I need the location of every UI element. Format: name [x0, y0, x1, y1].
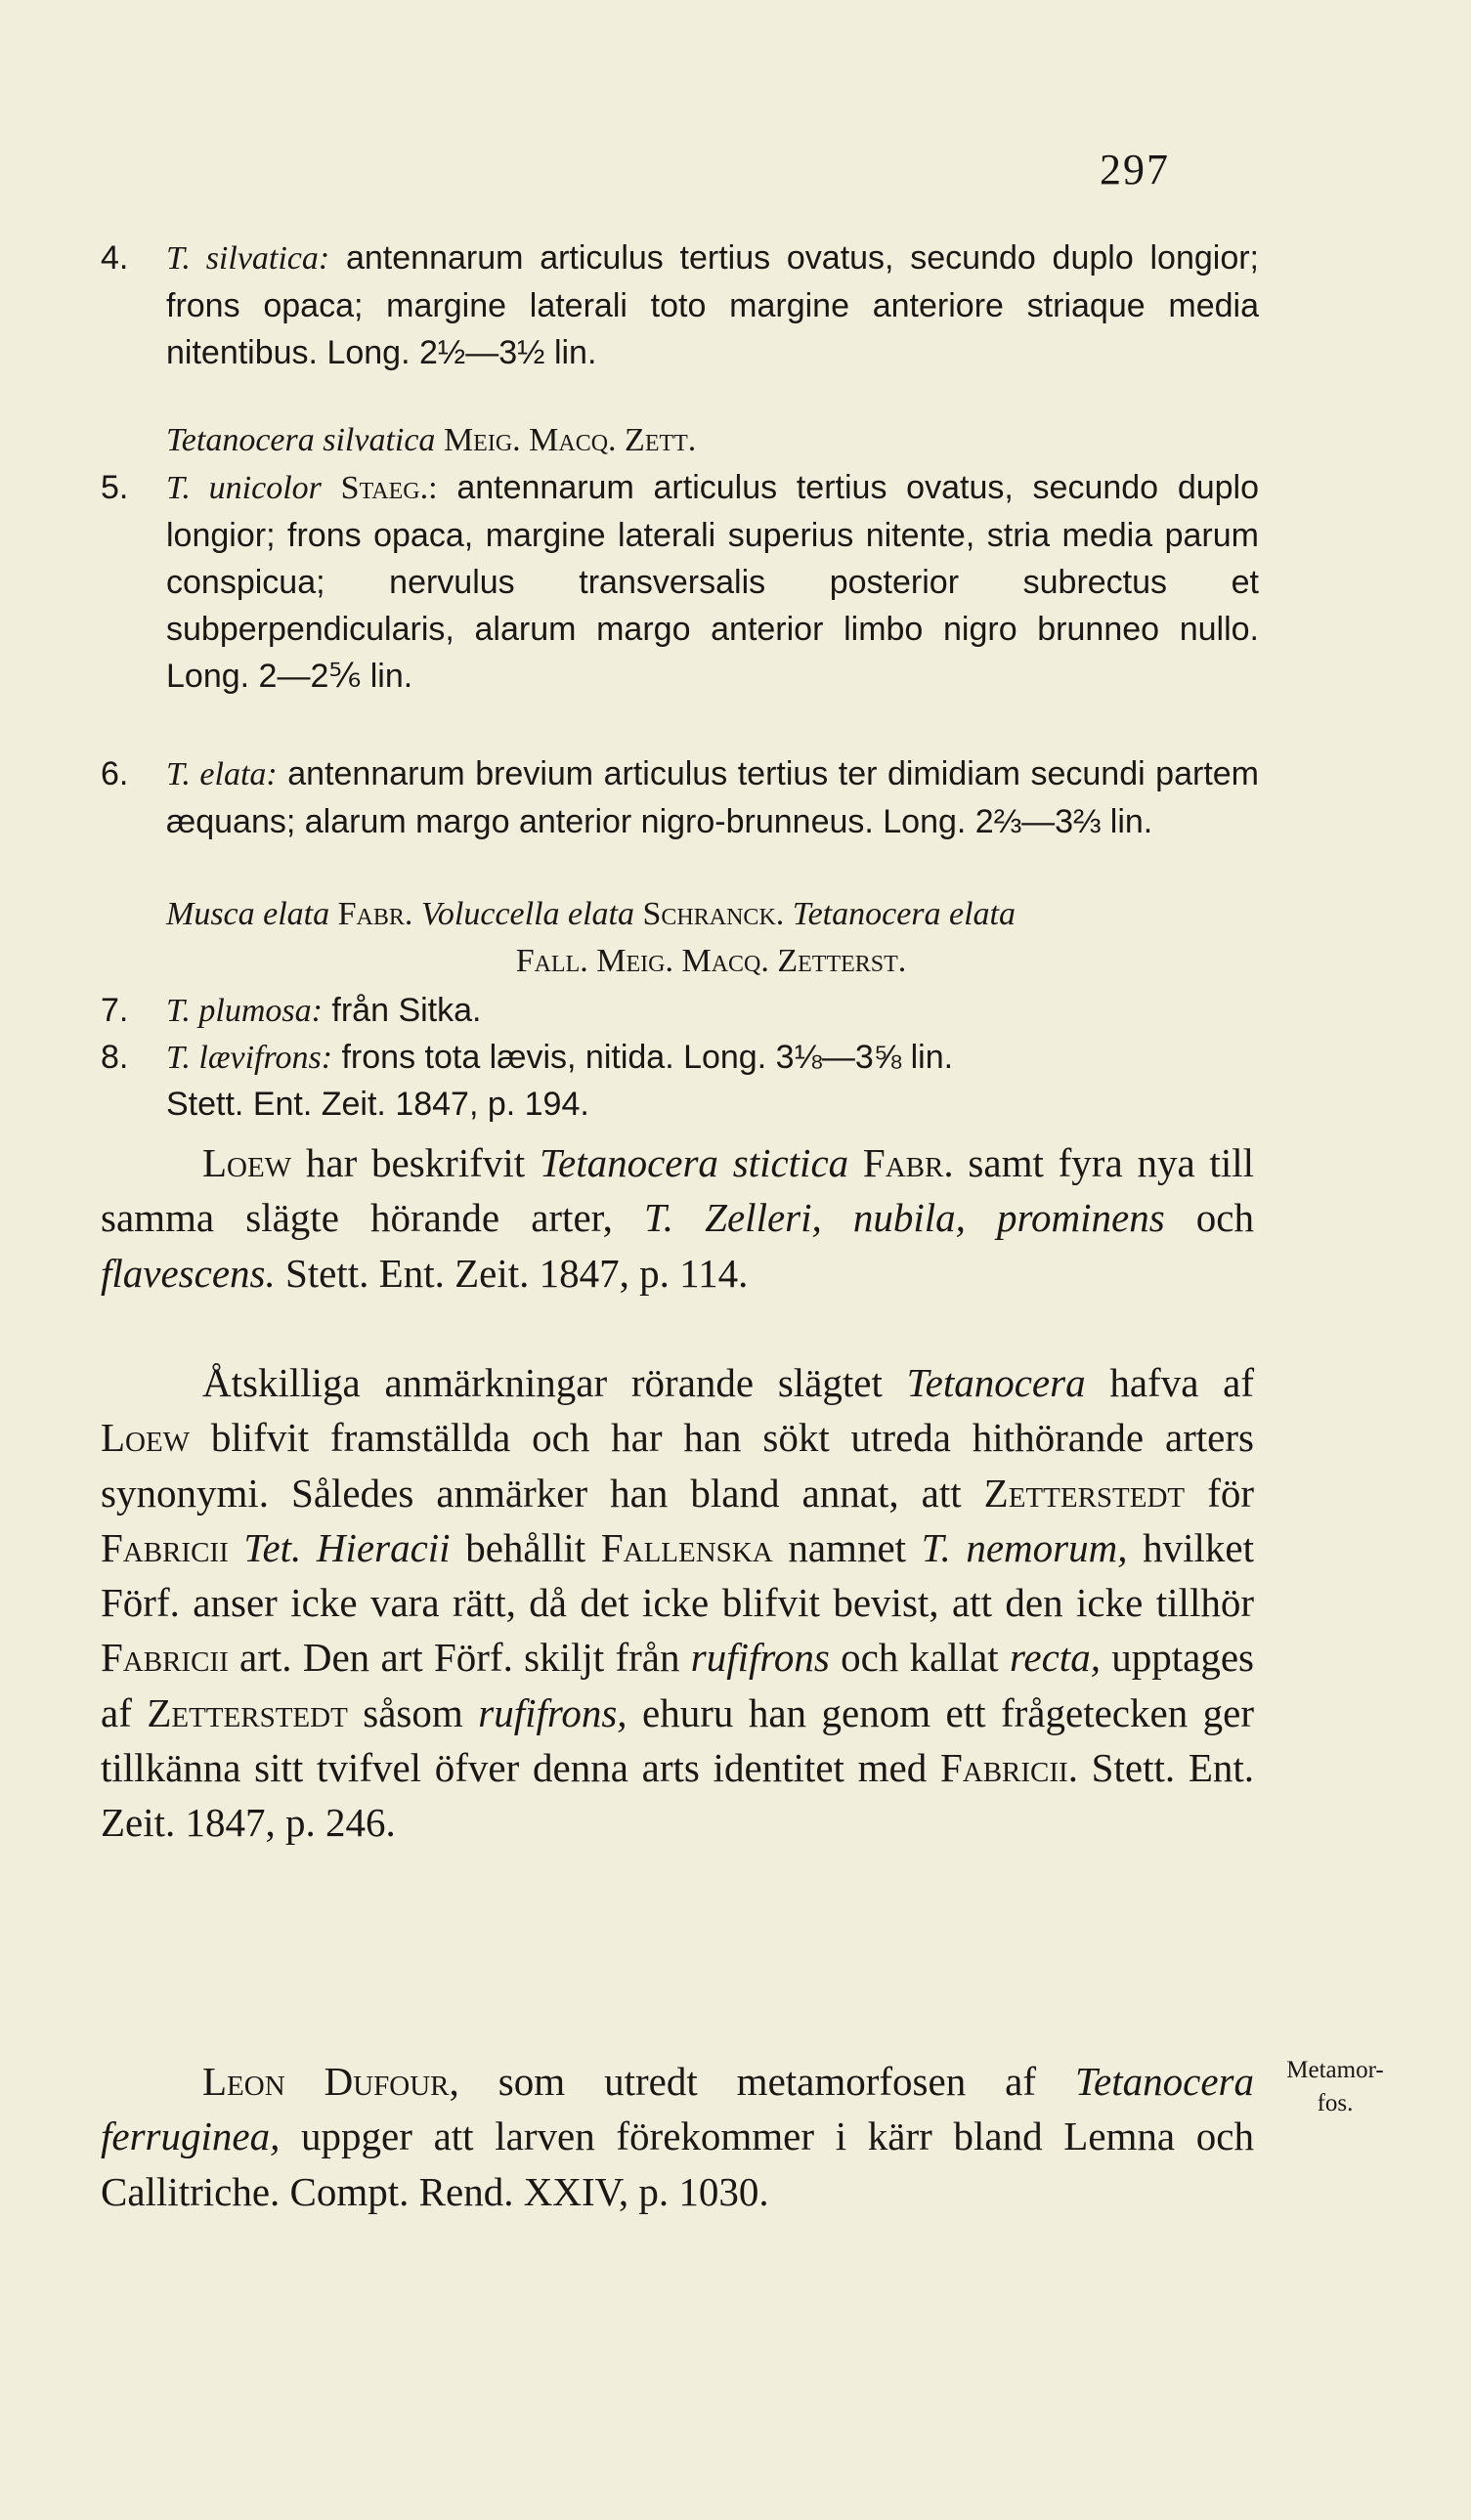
- author-name: Fallenska: [600, 1524, 773, 1570]
- synonym-name: Tetanocera silvatica: [166, 422, 436, 458]
- synonym-line: [166, 891, 1256, 938]
- species-name: rufifrons,: [478, 1689, 627, 1735]
- species-entry-5: [101, 464, 1259, 700]
- entry-number: 6.: [101, 755, 129, 792]
- synonym-author: Schranck.: [642, 896, 785, 932]
- margin-note: [1267, 2054, 1404, 2120]
- entry-number: 4.: [101, 239, 129, 277]
- species-names: T. Zelleri, nubila, prominens: [644, 1195, 1165, 1241]
- species-name: Tet. Hieracii: [243, 1524, 451, 1570]
- species-name: flavescens.: [101, 1250, 276, 1296]
- text-run: art. Den art Förf. skiljt från: [228, 1635, 691, 1681]
- text-run: samt fyra nya till samma slägte hörande arter,: [101, 1140, 1255, 1241]
- synonym-name: Musca elata: [166, 896, 330, 932]
- author-name: Fabricii: [101, 1635, 229, 1681]
- paragraph-dufour-metamorphosis: [101, 2054, 1254, 2219]
- species-author: Staeg.:: [340, 470, 438, 506]
- text-run: som utredt metamorfosen af: [458, 2059, 1075, 2104]
- entry-text: antennarum articulus tertius ovatus, secundo duplo longior; frons opaca; margine laterali toto margine anteriore striaque media nitentibus. Long. 2½—3½ lin.: [166, 239, 1260, 371]
- entry-text: antennarum articulus tertius ovatus, secundo duplo longior; frons opaca, margine laterali superius nitente, stria media parum conspicua; nervulus transversalis posterior subrectus et subperpendicularis, alarum margo anterior limbo nigro brunneo nullo. Long. 2—2⅚ lin.: [166, 469, 1260, 695]
- entry-number: 8.: [101, 1039, 129, 1076]
- margin-note-line: Metamor-: [1286, 2057, 1384, 2083]
- reference-line: Stett. Ent. Zeit. 1847, p. 194.: [166, 1086, 589, 1123]
- entry-number: 7.: [101, 992, 129, 1029]
- synonym-line: [166, 938, 1256, 985]
- species-entry-7: [101, 987, 1259, 1035]
- species-name: Tetanocera ferruginea,: [101, 2059, 1254, 2159]
- synonym-line: [166, 417, 1251, 464]
- synonym-name: Voluccella elata: [420, 896, 635, 932]
- author-name: Zetterstedt: [983, 1470, 1186, 1516]
- synonym-authors: Meig. Macq. Zett.: [443, 422, 697, 458]
- author-name: Loew: [101, 1415, 191, 1461]
- species-name: rufifrons: [690, 1635, 830, 1681]
- text-run: såsom: [347, 1689, 479, 1735]
- text-run: har beskrifvit: [291, 1140, 540, 1185]
- citation: Stett. Ent. Zeit. 1847, p. 246.: [101, 1745, 1255, 1846]
- author-name: Leon Dufour,: [202, 2059, 459, 2104]
- text-run: och: [1164, 1195, 1254, 1241]
- text-run: hafva af: [1085, 1360, 1254, 1405]
- text-run: Åtskilliga anmärkningar rörande slägtet: [202, 1360, 907, 1405]
- text-run: ehuru han genom ett frågetecken ger tillkänna sitt tvifvel öfver denna arts identitet med: [101, 1689, 1255, 1791]
- citation: Stett. Ent. Zeit. 1847, p. 114.: [275, 1250, 749, 1296]
- text-run: och kallat: [829, 1635, 1010, 1681]
- species-name: Tetanocera stictica: [539, 1140, 849, 1185]
- entry-text: antennarum brevium articulus tertius ter dimidiam secundi partem æquans; alarum margo anterior nigro-brunneus. Long. 2⅔—3⅔ lin.: [166, 755, 1259, 840]
- species-entry-4: [101, 235, 1259, 376]
- species-name: recta,: [1009, 1635, 1101, 1681]
- species-name: T. silvatica:: [166, 240, 330, 277]
- synonym-authors: Fall. Meig. Macq. Zetterst.: [515, 943, 907, 979]
- species-entry-8: [101, 1034, 1259, 1082]
- author-name: Fabricii.: [939, 1745, 1078, 1791]
- species-name: T. plumosa:: [166, 993, 323, 1029]
- species-name: T. unicolor: [166, 470, 322, 506]
- text-run: hvilket Förf. anser icke vara rätt, då det icke blifvit bevist, att den icke tillhör: [101, 1524, 1254, 1626]
- synonym-name: Tetanocera elata: [792, 896, 1017, 932]
- entry-text: frons tota lævis, nitida. Long. 3⅛—3⅝ lin.: [341, 1039, 954, 1076]
- species-name: T. nemorum,: [921, 1524, 1128, 1570]
- text-run: behållit: [450, 1524, 601, 1570]
- species-name: T. elata:: [166, 756, 278, 792]
- text-run: uppger att larven förekommer i kärr bland Lemna och Callitriche. Compt. Rend. XXIV, p. 1030.: [101, 2114, 1254, 2214]
- text-run: för: [1185, 1470, 1254, 1516]
- text-run: blifvit framställda och har han sökt utreda hithörande arters synonymi. Således anmärker han bland annat, att: [101, 1415, 1254, 1516]
- paragraph-loew-stictica: [101, 1135, 1254, 1301]
- page-number: 297: [1100, 146, 1170, 193]
- entry-text: från Sitka.: [331, 992, 482, 1029]
- paragraph-synonymy: [101, 1355, 1254, 1851]
- margin-note-line: fos.: [1317, 2090, 1354, 2116]
- text-run: upptages af: [101, 1635, 1254, 1735]
- species-name: T. lævifrons:: [166, 1040, 333, 1076]
- author-name: Zetterstedt: [147, 1689, 348, 1735]
- species-entry-6: [101, 750, 1259, 845]
- author-name: Loew: [202, 1140, 292, 1185]
- text-run: [229, 1525, 244, 1570]
- text-run: namnet: [772, 1524, 922, 1570]
- author-name: Fabricii: [101, 1524, 229, 1570]
- entry-number: 5.: [101, 469, 129, 506]
- author-name: Fabr.: [848, 1140, 954, 1185]
- synonym-author: Fabr.: [337, 896, 413, 932]
- genus-name: Tetanocera: [906, 1360, 1086, 1405]
